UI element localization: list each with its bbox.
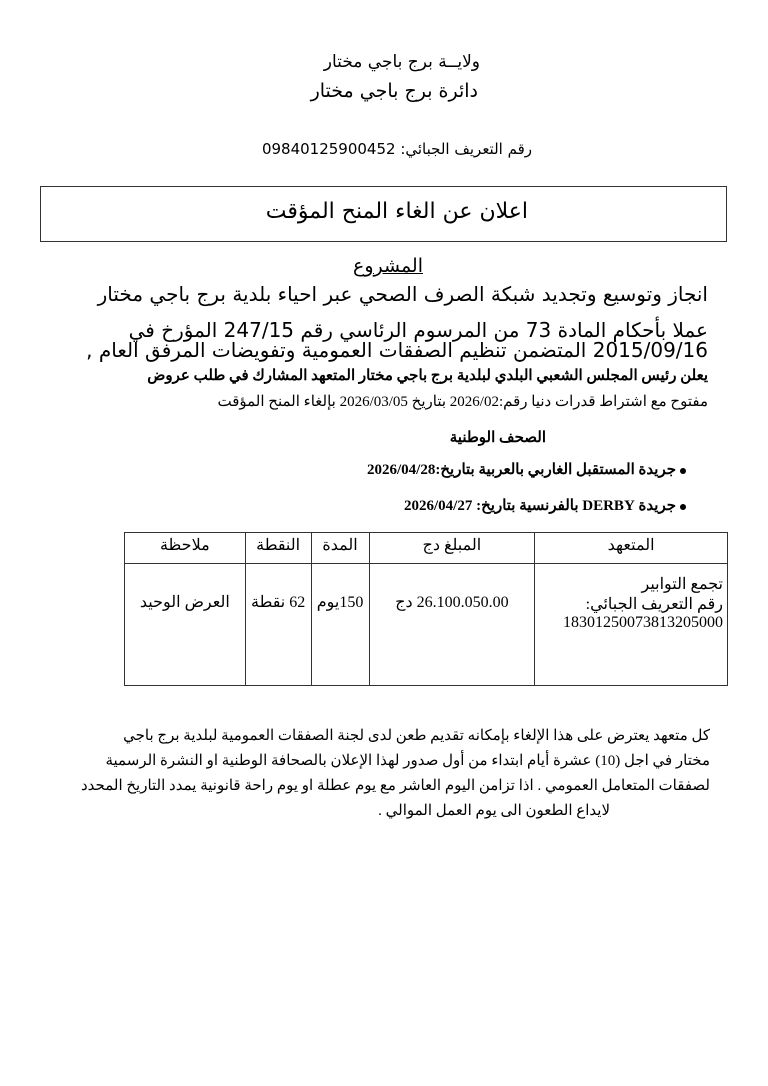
- legal-reference-line1: عملا بأحكام المادة 73 من المرسوم الرئاسي رقم 247/15 المؤرخ في: [128, 318, 708, 342]
- appeal-line: لايداع الطعون الى يوم العمل الموالي .: [378, 803, 610, 819]
- appeal-line: مختار في اجل (10) عشرة أيام ابتداء من أول صدور لهذا الإعلان بالصحافة الوطنية او النشرة الرسمية: [105, 753, 710, 769]
- column-header: المبلغ دج: [369, 533, 535, 564]
- legal-reference-line2: 2015/09/16 المتضمن تنظيم الصفقات العمومية وتفويضات المرفق العام ,: [86, 338, 708, 362]
- announcement-title: اعلان عن الغاء المنح المؤقت: [265, 199, 528, 224]
- column-header: المدة: [311, 533, 369, 564]
- duration-cell: 150يوم: [311, 564, 369, 686]
- amount-cell: 26.100.050.00 دج: [369, 564, 535, 686]
- wilaya-heading: ولايــة برج باجي مختار: [323, 52, 480, 72]
- bullet-icon: [680, 468, 686, 474]
- announcement-line2: مفتوح مع اشتراط قدرات دنيا رقم:2026/02 بتاريخ 2026/03/05 بإلغاء المنح المؤقت: [217, 394, 708, 410]
- press-item-french: جريدة DERBY بالفرنسية بتاريخ: 2026/04/27: [404, 498, 676, 514]
- tax-id: رقم التعريف الجبائي: 09840125900452: [261, 140, 532, 158]
- appeal-line: لصفقات المتعامل العمومي . اذا تزامن اليوم العاشر مع يوم عطلة او يوم راحة قانونية يمدد التاريخ المحدد: [80, 778, 710, 794]
- project-description: انجاز وتوسيع وتجديد شبكة الصرف الصحي عبر احياء بلدية برج باجي مختار: [97, 282, 708, 306]
- column-header: النقطة: [245, 533, 311, 564]
- bids-table: [124, 532, 728, 686]
- score-cell: 62 نقطة: [245, 564, 311, 686]
- bidder-cell: [535, 564, 728, 686]
- project-label: المشروع: [353, 255, 423, 277]
- press-heading: الصحف الوطنية: [449, 430, 546, 446]
- press-item-arabic: جريدة المستقبل الغاربي بالعربية بتاريخ:2026/04/28: [367, 462, 676, 478]
- appeal-line: كل متعهد يعترض على هذا الإلغاء بإمكانه تقديم طعن لدى لجنة الصفقات العمومية لبلدية برج باجي: [123, 728, 710, 744]
- column-header: المتعهد: [535, 533, 728, 564]
- table-row: [125, 564, 728, 686]
- announcement-title-box: [40, 186, 727, 242]
- daira-heading: دائرة برج باجي مختار: [310, 80, 478, 102]
- bidder-nif-label: رقم التعريف الجبائي:: [585, 596, 723, 613]
- bidder-name: تجمع التوابير: [641, 576, 723, 593]
- announcement-line1: يعلن رئيس المجلس الشعبي البلدي لبلدية برج باجي مختار المتعهد المشارك في طلب عروض: [147, 368, 708, 384]
- table-header-row: [125, 533, 728, 564]
- appeal-paragraph: [50, 724, 710, 824]
- note-cell: العرض الوحيد: [125, 564, 246, 686]
- bidder-nif: 18301250073813205000: [563, 614, 723, 631]
- bullet-icon: [680, 504, 686, 510]
- column-header: ملاحظة: [125, 533, 246, 564]
